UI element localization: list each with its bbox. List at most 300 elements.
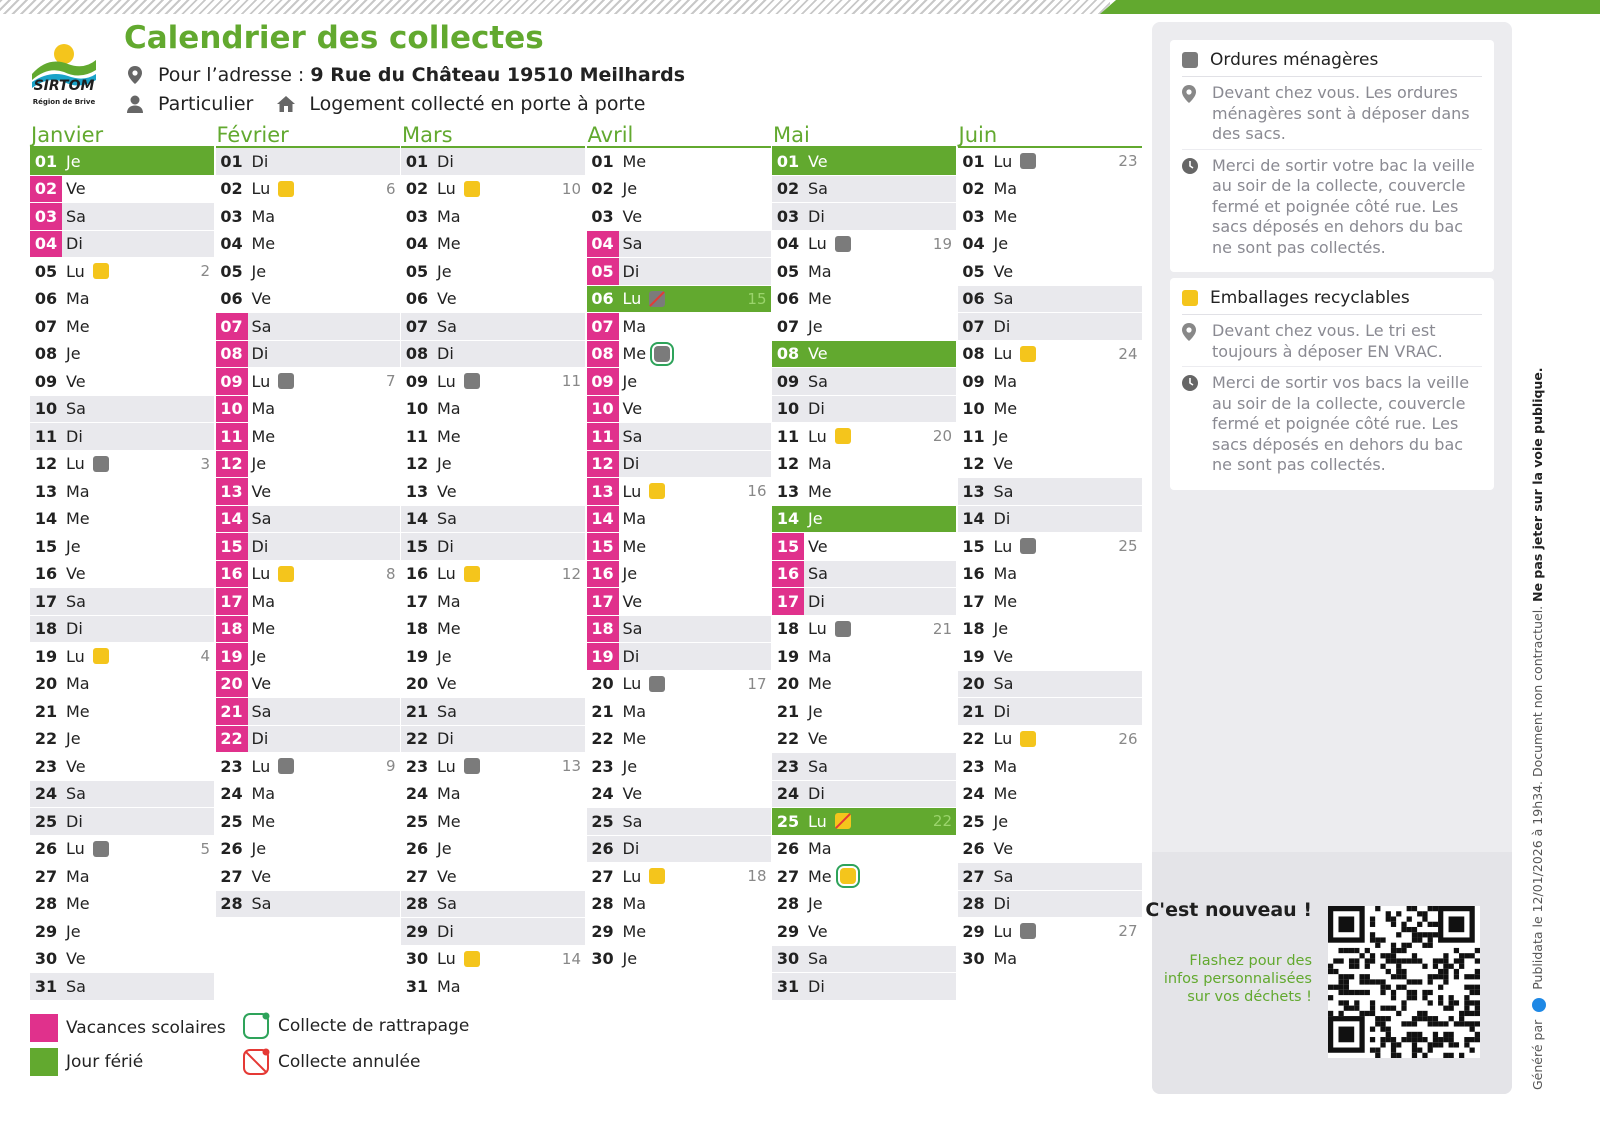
week-number: 22	[932, 812, 952, 831]
day-number: 22	[776, 729, 800, 749]
day-number: 02	[962, 179, 985, 199]
day-row	[401, 258, 585, 286]
day-row	[216, 671, 400, 699]
day-number: 07	[216, 313, 248, 340]
day-row	[30, 616, 214, 644]
day-name: Lu	[437, 179, 456, 199]
day-number: 09	[962, 371, 985, 391]
day-name: Ve	[808, 344, 828, 364]
day-name: Sa	[622, 234, 643, 254]
day-number: 15	[216, 533, 248, 560]
day-row	[772, 836, 956, 864]
day-row	[587, 341, 771, 369]
legend-catchup-label: Collecte de rattrapage	[278, 1016, 470, 1036]
info-panel	[1145, 22, 1512, 1094]
day-row	[772, 726, 956, 754]
day-name: Ve	[993, 261, 1014, 281]
day-number: 08	[405, 344, 429, 364]
week-number: 26	[1118, 729, 1138, 748]
day-name: Ma	[808, 646, 832, 666]
recycling-bin-icon	[649, 483, 665, 499]
day-name: Di	[808, 591, 825, 611]
recycling-bin-icon	[840, 868, 856, 884]
day-number: 25	[962, 811, 985, 831]
day-name: Me	[251, 619, 276, 639]
day-name: Ma	[993, 949, 1018, 969]
day-name: Di	[808, 784, 825, 804]
day-name: Ve	[993, 454, 1014, 474]
day-number: 26	[34, 839, 58, 859]
day-name: Di	[622, 454, 640, 474]
day-row	[772, 286, 956, 314]
day-row	[958, 726, 1142, 754]
day-row	[772, 808, 956, 836]
legend-cancelled	[242, 1048, 420, 1076]
footer-brand: Publidata	[1530, 931, 1545, 990]
day-row	[587, 478, 771, 506]
day-name: Me	[808, 866, 832, 886]
day-number: 07	[34, 316, 58, 336]
day-name: Di	[66, 619, 83, 639]
day-number: 24	[962, 784, 985, 804]
day-number: 21	[591, 701, 614, 721]
day-row	[216, 368, 400, 396]
day-row	[401, 561, 585, 589]
day-name: Di	[993, 894, 1011, 914]
day-name: Ve	[993, 839, 1014, 859]
day-name: Je	[66, 729, 81, 749]
day-name: Je	[251, 839, 267, 859]
day-name: Me	[808, 289, 832, 309]
week-number: 5	[200, 839, 210, 858]
day-row	[958, 561, 1142, 589]
day-number: 08	[216, 341, 248, 368]
day-number: 22	[405, 729, 429, 749]
day-row	[772, 533, 956, 561]
day-name: Lu	[251, 179, 271, 199]
day-number: 18	[962, 619, 985, 639]
day-row	[772, 423, 956, 451]
day-row	[401, 726, 585, 754]
week-number: 19	[932, 234, 952, 253]
day-number: 25	[220, 811, 243, 831]
day-row	[401, 753, 585, 781]
day-row	[772, 258, 956, 286]
day-number: 23	[220, 756, 243, 776]
day-number: 08	[776, 344, 800, 364]
day-number: 09	[216, 368, 248, 395]
week-number: 12	[561, 564, 581, 583]
day-name: Je	[437, 839, 452, 859]
day-row	[772, 561, 956, 589]
day-name: Ve	[622, 399, 643, 419]
day-number: 12	[216, 451, 248, 478]
day-row	[587, 258, 771, 286]
day-row	[587, 451, 771, 479]
day-row	[216, 313, 400, 341]
day-number: 10	[216, 396, 248, 423]
day-number: 10	[405, 399, 429, 419]
day-name: Ma	[993, 371, 1018, 391]
day-row	[587, 726, 771, 754]
location-pin-icon	[126, 66, 144, 84]
day-row	[216, 258, 400, 286]
day-name: Ma	[66, 481, 90, 501]
trash-bin-icon	[464, 373, 480, 389]
day-number: 31	[34, 976, 58, 996]
day-name: Je	[251, 454, 267, 474]
day-number: 05	[776, 261, 800, 281]
day-row	[30, 891, 214, 919]
day-row	[216, 286, 400, 314]
day-row	[587, 368, 771, 396]
day-name: Ma	[251, 206, 276, 226]
day-name: Ma	[251, 784, 276, 804]
legend-holidays-label: Vacances scolaires	[66, 1018, 226, 1038]
day-row	[772, 368, 956, 396]
day-number: 28	[591, 894, 614, 914]
day-name: Me	[622, 344, 647, 364]
day-number: 11	[216, 423, 248, 450]
day-number: 25	[776, 811, 800, 831]
day-number: 05	[220, 261, 243, 281]
day-name: Je	[993, 234, 1009, 254]
day-number: 07	[405, 316, 429, 336]
day-name: Ve	[66, 179, 86, 199]
trash-bin-icon	[278, 758, 294, 774]
day-row	[958, 891, 1142, 919]
week-number: 2	[200, 262, 210, 281]
day-number: 21	[962, 701, 985, 721]
day-number: 06	[405, 289, 429, 309]
day-row	[401, 506, 585, 534]
day-row	[216, 726, 400, 754]
day-row	[401, 148, 585, 176]
recycling-bin-icon	[464, 951, 480, 967]
page-title: Calendrier des collectes	[124, 20, 544, 56]
location-pin-icon	[1182, 85, 1200, 145]
day-number: 16	[587, 561, 619, 588]
day-number: 17	[34, 591, 58, 611]
month-column	[958, 122, 1142, 973]
publidata-logo-icon	[1532, 998, 1546, 1012]
day-number: 28	[34, 894, 58, 914]
day-number: 26	[405, 839, 429, 859]
day-number: 14	[405, 509, 429, 529]
day-number: 13	[405, 481, 429, 501]
day-name: Sa	[437, 701, 457, 721]
trash-bin-icon	[93, 456, 109, 472]
day-row	[772, 698, 956, 726]
day-number: 14	[776, 509, 800, 529]
day-number: 03	[776, 206, 800, 226]
day-row	[30, 753, 214, 781]
day-number: 04	[962, 234, 985, 254]
day-row	[958, 753, 1142, 781]
day-row	[958, 368, 1142, 396]
day-row	[587, 148, 771, 176]
day-name: Ve	[66, 756, 86, 776]
day-row	[958, 313, 1142, 341]
recycling-bin-icon	[1020, 346, 1036, 362]
day-row	[216, 808, 400, 836]
day-name: Lu	[808, 811, 827, 831]
day-row	[958, 258, 1142, 286]
recycling-bin-icon	[464, 181, 480, 197]
day-number: 25	[591, 811, 614, 831]
person-icon	[126, 95, 144, 113]
day-number: 26	[776, 839, 800, 859]
recycling-bin-icon	[464, 566, 480, 582]
day-row	[587, 891, 771, 919]
day-row	[30, 231, 214, 259]
day-number: 22	[34, 729, 58, 749]
trash-bin-icon	[278, 373, 294, 389]
day-row	[216, 231, 400, 259]
day-number: 19	[34, 646, 58, 666]
day-name: Ma	[251, 591, 276, 611]
day-number: 09	[405, 371, 429, 391]
recycling-bin-icon	[835, 813, 851, 829]
day-row	[587, 506, 771, 534]
day-number: 27	[34, 866, 58, 886]
day-row	[772, 781, 956, 809]
day-row	[958, 946, 1142, 974]
day-name: Di	[993, 509, 1011, 529]
day-row	[30, 423, 214, 451]
month-column	[216, 122, 400, 918]
day-number: 19	[776, 646, 800, 666]
month-column	[30, 122, 214, 1001]
day-name: Je	[993, 426, 1009, 446]
day-row	[401, 698, 585, 726]
top-green-band	[1100, 0, 1600, 14]
day-name: Sa	[66, 206, 86, 226]
cancelled-icon	[242, 1048, 270, 1076]
day-number: 11	[962, 426, 985, 446]
day-number: 20	[776, 674, 800, 694]
day-number: 09	[776, 371, 800, 391]
day-number: 30	[405, 949, 429, 969]
day-number: 06	[34, 289, 58, 309]
day-name: Ve	[437, 289, 457, 309]
day-name: Me	[66, 701, 90, 721]
day-name: Je	[66, 344, 81, 364]
day-name: Lu	[437, 371, 456, 391]
address-prefix: Pour l’adresse :	[158, 64, 305, 86]
day-number: 10	[776, 399, 800, 419]
day-number: 01	[962, 151, 985, 171]
day-number: 14	[962, 509, 985, 529]
day-number: 01	[591, 151, 614, 171]
day-row	[772, 973, 956, 1001]
week-number: 3	[200, 454, 210, 473]
day-name: Ma	[622, 316, 647, 336]
day-name: Me	[251, 811, 276, 831]
day-name: Sa	[437, 509, 457, 529]
day-name: Ve	[437, 481, 457, 501]
month-name: Juin	[958, 122, 1142, 148]
day-row	[30, 946, 214, 974]
day-row	[958, 203, 1142, 231]
day-number: 17	[962, 591, 985, 611]
month-name: Avril	[587, 122, 771, 148]
day-name: Ve	[993, 646, 1014, 666]
day-name: Je	[622, 371, 638, 391]
day-row	[401, 478, 585, 506]
day-number: 19	[587, 643, 619, 670]
day-number: 12	[962, 454, 985, 474]
week-number: 23	[1118, 152, 1138, 171]
month-column	[587, 122, 771, 973]
day-row	[401, 313, 585, 341]
day-name: Lu	[437, 564, 456, 584]
day-number: 19	[216, 643, 248, 670]
day-name: Di	[808, 399, 825, 419]
day-number: 05	[587, 258, 619, 285]
trash-bin-icon	[649, 291, 665, 307]
day-row	[30, 836, 214, 864]
day-number: 15	[962, 536, 985, 556]
day-name: Ve	[437, 866, 457, 886]
day-row	[401, 423, 585, 451]
day-name: Ma	[66, 866, 90, 886]
housing-value: Logement collecté en porte à porte	[309, 93, 646, 115]
profile-value: Particulier	[158, 93, 254, 115]
recycling-bin-icon	[1182, 290, 1198, 306]
om-row-2	[1182, 156, 1482, 263]
day-row	[587, 423, 771, 451]
week-number: 10	[561, 179, 581, 198]
day-number: 01	[776, 151, 800, 171]
day-row	[958, 671, 1142, 699]
day-name: Sa	[66, 591, 86, 611]
day-name: Ma	[808, 839, 832, 859]
week-number: 25	[1118, 537, 1138, 556]
qr-code-icon[interactable]	[1328, 906, 1480, 1058]
day-name: Ma	[437, 591, 461, 611]
day-name: Me	[437, 811, 461, 831]
day-row	[587, 533, 771, 561]
address-value: 9 Rue du Château 19510 Meilhards	[310, 64, 686, 86]
day-name: Ma	[437, 784, 461, 804]
day-number: 08	[34, 344, 58, 364]
month-name: Février	[216, 122, 400, 148]
day-row	[958, 808, 1142, 836]
day-number: 12	[776, 454, 800, 474]
day-row	[958, 396, 1142, 424]
day-number: 18	[34, 619, 58, 639]
day-row	[216, 753, 400, 781]
day-row	[958, 781, 1142, 809]
day-number: 28	[776, 894, 800, 914]
day-row	[772, 918, 956, 946]
day-row	[587, 753, 771, 781]
day-name: Di	[437, 536, 454, 556]
day-row	[30, 698, 214, 726]
day-number: 23	[962, 756, 985, 776]
day-row	[772, 891, 956, 919]
day-number: 02	[30, 176, 62, 203]
day-number: 01	[405, 151, 429, 171]
trash-bin-icon	[835, 236, 851, 252]
day-number: 20	[962, 674, 985, 694]
day-name: Ma	[66, 674, 90, 694]
legend-public-holiday-label: Jour férié	[66, 1052, 144, 1072]
day-number: 11	[405, 426, 429, 446]
day-row	[401, 946, 585, 974]
day-name: Ma	[808, 454, 832, 474]
day-number: 10	[962, 399, 985, 419]
day-name: Me	[437, 234, 461, 254]
day-name: Di	[808, 206, 825, 226]
day-name: Ma	[808, 261, 832, 281]
day-number: 19	[405, 646, 429, 666]
day-name: Ve	[437, 674, 457, 694]
location-pin-icon	[1182, 323, 1200, 362]
day-number: 20	[216, 671, 248, 698]
trash-bin-icon	[649, 676, 665, 692]
day-number: 26	[220, 839, 243, 859]
day-row	[216, 891, 400, 919]
day-name: Je	[66, 921, 81, 941]
day-number: 22	[962, 729, 985, 749]
day-name: Di	[993, 316, 1011, 336]
day-row	[772, 506, 956, 534]
day-name: Lu	[993, 729, 1013, 749]
day-name: Me	[993, 206, 1018, 226]
day-name: Di	[251, 536, 269, 556]
day-number: 27	[962, 866, 985, 886]
day-row	[772, 451, 956, 479]
day-name: Sa	[993, 866, 1014, 886]
day-row	[401, 671, 585, 699]
day-row	[401, 203, 585, 231]
day-name: Lu	[808, 426, 827, 446]
day-number: 30	[776, 949, 800, 969]
day-number: 13	[776, 481, 800, 501]
day-number: 12	[587, 451, 619, 478]
day-name: Ma	[251, 399, 276, 419]
day-name: Me	[993, 784, 1018, 804]
day-row	[401, 588, 585, 616]
day-row	[216, 396, 400, 424]
day-row	[401, 808, 585, 836]
emb-line-1: Devant chez vous. Le tri est toujours à déposer EN VRAC.	[1212, 321, 1443, 361]
day-number: 13	[34, 481, 58, 501]
day-row	[587, 313, 771, 341]
trash-bin-icon	[464, 758, 480, 774]
day-name: Lu	[66, 646, 85, 666]
day-number: 24	[776, 784, 800, 804]
day-row	[958, 341, 1142, 369]
day-name: Je	[622, 564, 638, 584]
day-row	[958, 863, 1142, 891]
day-name: Me	[251, 426, 276, 446]
day-name: Lu	[66, 839, 85, 859]
day-number: 10	[34, 399, 58, 419]
week-number: 16	[747, 482, 767, 501]
day-name: Di	[66, 426, 83, 446]
day-name: Lu	[251, 564, 271, 584]
day-name: Je	[437, 261, 452, 281]
day-row	[772, 478, 956, 506]
day-row	[216, 478, 400, 506]
day-number: 06	[776, 289, 800, 309]
week-number: 20	[932, 427, 952, 446]
day-number: 08	[962, 344, 985, 364]
day-row	[30, 808, 214, 836]
